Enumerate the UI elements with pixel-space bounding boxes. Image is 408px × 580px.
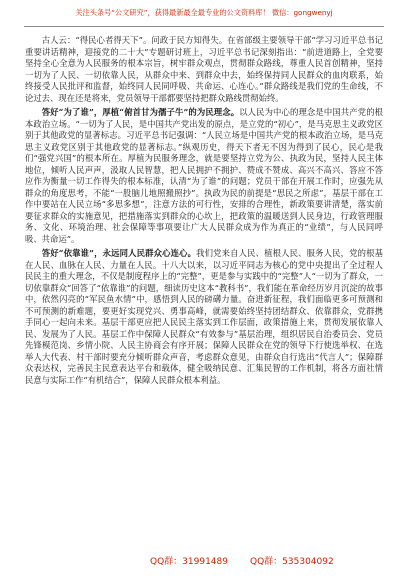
paragraph-for-whom — [25, 107, 383, 245]
paragraph-rely-on-whom-text: 我们党来自人民、植根人民、服务人民，党的根基在人民、血脉在人民、力量在人民。十八大以来，以习近平同志为核心的党中央提出了全过程人民民主的重大理念，不仅是制度程序上的“完整”，更是参与实践中的“完整”人“一切为了群众，一切依靠群众”回答了“依靠谁”的问题，细读历史这本“教科书”，我们能在革命经历岁月沉淀的故事中，依然闪亮的“军民鱼水情”中，感悟到人民的磅礴力量。奋进新征程，我们面临更多可预测和不可预测的新难题，要更好实现党兴、勇事高峰，就需要始终坚持团结群众、依靠群众，党群携手同心一起向未来。基层干部更应把人民民主落实到工作层面，政策措施上来，贯彻发展依靠人民、发展为了人民。基层工作中保障人民群众“有效参与”基层治理，组织居民自治委员会、党员先锋模范岗、乡情小院、人民主协商会有序开展；保障人民群众在党的领导下行使选举权、在选举人大代表、村干部时要充分倾听群众声音，考虑群众意见，由群众自行选出“代言人”；保障群众表达权，完善民主民意表达平台和载体，健全吸纳民意、汇集民智的工作机制，将各方面社情民意与实际工作“有机结合”，保障人民群众根本利益。 — [25, 248, 383, 385]
footer-qq-group-1: QQ群：31991489 — [150, 557, 228, 567]
header-notice: 关注头条号“公文研究”，获得最新最全最专业的公文资料库！ 微信：gongwenyj — [75, 8, 333, 17]
heading-for-whom: 答好“为了谁”，厚植“俯首甘为孺子牛”的为民理念。 — [41, 107, 240, 117]
footer-qq-group-2: QQ群：535304092 — [250, 557, 334, 567]
header-divider — [24, 26, 384, 27]
paragraph-for-whom-text: 以人民为中心的理念是中国共产党的根本政治立场。“一切为了人民，是中国共产党出发的原点，是立党的“初心”，是马克思主义政党区别于其他政党的显著标志。习近平总书记强调：“人民立场是中国共产党的根本政治立场，是马克思主义政党区别于其他政党的显著标志。”纵观历史，得天下者无不因为得到了民心，民心是我们“强党兴国”的根本所在。厚植为民服务理念，就是要坚持立党为公、执政为民，坚持人民主体地位，倾听人民声声，汲取人民智慧，把人民拥护不拥护、赞成不赞成、高兴不高兴、答应不答应作为衡量一切工作得失的根本标准，认清“为了谁”的问题；党员干部在开展工作时，应强先从群众的角度思考，不能“一股脑儿地照搬照抄”。执政为民的前提是“思民之所虑”，基层干部在工作中要站在人民立场“多思多想”，注意方法的可行性，安排的合理性，新政策要讲清楚，落实前要征求群众的实施意见，把措施落实到群众的心坎上，把政策的温暖送到人民身边，行政管理服务、文化、环境治理、社会保障等事项要让广大人民群众成为作为真正的“业绩”，与人民同呼吸、共命运”。 — [25, 107, 383, 244]
page-footer — [0, 554, 408, 568]
paragraph-rely-on-whom — [25, 248, 383, 386]
document-body — [25, 35, 383, 529]
paragraph-intro: 古人云：“得民心者得天下”。问政于民方知得失。在省部级主要领导干部“学习习近平总书记重要讲话精神，迎接党的二十大”专题研讨班上，习近平总书记深刻指出：“前进道路上，全党要坚持全心全意为人民服务的根本宗旨，树牢群众观点，贯彻群众路线，尊重人民首创精神，坚持一切为了人民、一切依靠人民，从群众中来、到群众中去，始终保持同人民群众的血肉联系，始终接受人民批评和监督，始终同人民同呼吸、共命运、心连心。”群众路线是我们党的生命线，不论过去、现在还是将来，党员领导干部都要坚持把群众路线贯彻始终。 — [25, 35, 383, 103]
heading-rely-on-whom: 答好“依靠谁”，永远同人民群众心连心。 — [41, 248, 197, 258]
page-header — [24, 6, 384, 34]
